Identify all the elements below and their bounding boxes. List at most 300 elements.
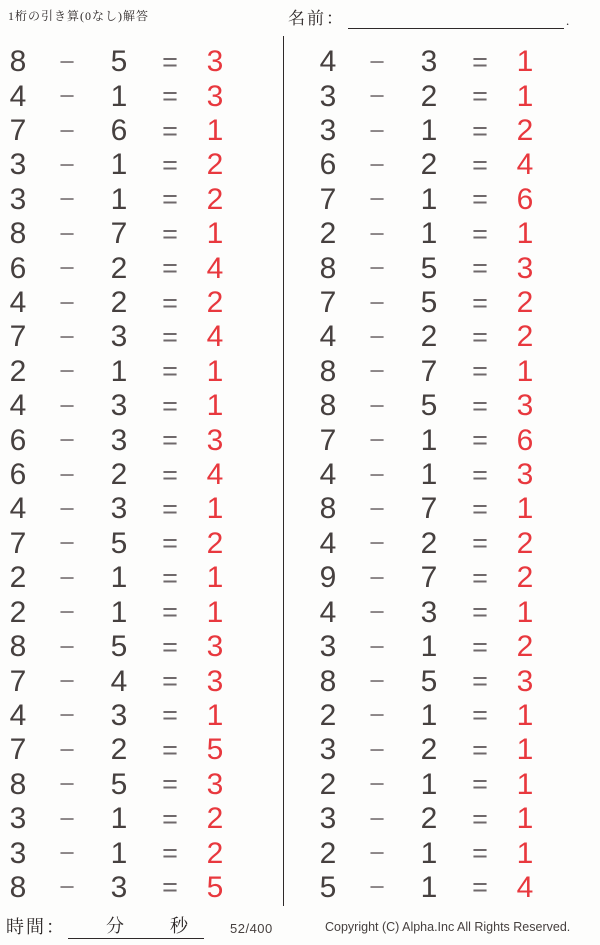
minus-sign: − — [369, 356, 385, 387]
minuend: 2 — [9, 561, 27, 595]
subtrahend: 2 — [110, 286, 128, 320]
minus-sign: − — [59, 425, 75, 456]
minus-sign: − — [369, 562, 385, 593]
minus-sign: − — [369, 390, 385, 421]
subtrahend: 4 — [110, 664, 128, 698]
answer: 1 — [516, 733, 534, 767]
equals-sign: = — [472, 700, 488, 731]
subtrahend: 1 — [110, 802, 128, 836]
minuend: 2 — [319, 767, 337, 801]
answer: 2 — [516, 561, 534, 595]
equals-sign: = — [472, 149, 488, 180]
subtrahend: 1 — [110, 595, 128, 629]
equals-sign: = — [162, 562, 178, 593]
subtrahend: 2 — [110, 458, 128, 492]
problem-row — [310, 836, 540, 870]
minus-sign: − — [59, 528, 75, 559]
minus-sign: − — [59, 81, 75, 112]
subtrahend: 1 — [420, 698, 438, 732]
subtrahend: 1 — [110, 836, 128, 870]
minuend: 7 — [319, 182, 337, 216]
subtrahend: 2 — [420, 320, 438, 354]
subtrahend: 5 — [110, 45, 128, 79]
minuend: 8 — [319, 664, 337, 698]
minuend: 4 — [319, 45, 337, 79]
name-line-period: . — [566, 13, 570, 28]
problem-row — [0, 699, 230, 733]
problems-column-left — [0, 45, 230, 905]
subtrahend: 3 — [110, 423, 128, 457]
minus-sign: − — [369, 287, 385, 318]
answer: 1 — [516, 217, 534, 251]
equals-sign: = — [162, 356, 178, 387]
answer: 2 — [516, 320, 534, 354]
subtrahend: 7 — [110, 217, 128, 251]
equals-sign: = — [472, 803, 488, 834]
problem-row — [310, 527, 540, 561]
minus-sign: − — [59, 115, 75, 146]
problem-row — [310, 389, 540, 423]
problem-row — [0, 79, 230, 113]
minus-sign: − — [369, 734, 385, 765]
name-field — [288, 4, 569, 29]
equals-sign: = — [472, 769, 488, 800]
equals-sign: = — [472, 493, 488, 524]
problem-row — [310, 148, 540, 182]
minus-sign: − — [369, 184, 385, 215]
problem-row — [0, 561, 230, 595]
minus-sign: − — [59, 631, 75, 662]
answer: 1 — [516, 492, 534, 526]
problem-row — [310, 458, 540, 492]
answer: 2 — [206, 802, 224, 836]
equals-sign: = — [472, 459, 488, 490]
problem-row — [0, 389, 230, 423]
equals-sign: = — [472, 734, 488, 765]
equals-sign: = — [162, 115, 178, 146]
subtrahend: 1 — [420, 114, 438, 148]
answer: 3 — [516, 389, 534, 423]
problem-row — [0, 355, 230, 389]
problem-row — [0, 802, 230, 836]
minuend: 5 — [319, 870, 337, 904]
problem-row — [0, 733, 230, 767]
problem-row — [0, 527, 230, 561]
minuend: 6 — [9, 251, 27, 285]
equals-sign: = — [162, 253, 178, 284]
time-input-line — [68, 914, 204, 939]
minuend: 8 — [9, 45, 27, 79]
equals-sign: = — [472, 838, 488, 869]
equals-sign: = — [162, 46, 178, 77]
problem-row — [0, 871, 230, 905]
problem-row — [0, 458, 230, 492]
subtrahend: 5 — [110, 767, 128, 801]
minuend: 4 — [319, 320, 337, 354]
equals-sign: = — [162, 666, 178, 697]
answer: 1 — [516, 767, 534, 801]
answer: 2 — [516, 286, 534, 320]
minus-sign: − — [59, 769, 75, 800]
subtrahend: 1 — [420, 767, 438, 801]
answer: 3 — [206, 45, 224, 79]
answer: 1 — [206, 698, 224, 732]
answer: 3 — [206, 630, 224, 664]
answer: 3 — [206, 79, 224, 113]
subtrahend: 5 — [110, 630, 128, 664]
time-label: 時間： — [6, 917, 66, 937]
equals-sign: = — [162, 838, 178, 869]
minuend: 4 — [9, 698, 27, 732]
problem-row — [0, 286, 230, 320]
equals-sign: = — [162, 287, 178, 318]
minuend: 8 — [9, 870, 27, 904]
problem-row — [0, 768, 230, 802]
minuend: 2 — [319, 836, 337, 870]
minus-sign: − — [59, 356, 75, 387]
subtrahend: 2 — [110, 733, 128, 767]
subtrahend: 1 — [420, 217, 438, 251]
minuend: 8 — [9, 217, 27, 251]
equals-sign: = — [472, 253, 488, 284]
problem-row — [0, 492, 230, 526]
minus-sign: − — [369, 872, 385, 903]
minuend: 3 — [9, 802, 27, 836]
minuend: 7 — [9, 733, 27, 767]
problem-row — [310, 45, 540, 79]
page-title: 1桁の引き算(0なし)解答 — [8, 9, 149, 23]
minuend: 8 — [319, 492, 337, 526]
problem-row — [310, 286, 540, 320]
minuend: 8 — [319, 251, 337, 285]
answer: 6 — [516, 423, 534, 457]
minuend: 2 — [319, 217, 337, 251]
problem-row — [310, 664, 540, 698]
minuend: 3 — [9, 148, 27, 182]
problem-row — [0, 114, 230, 148]
answer: 3 — [206, 664, 224, 698]
minuend: 3 — [319, 630, 337, 664]
minuend: 3 — [319, 114, 337, 148]
minus-sign: − — [59, 872, 75, 903]
problem-row — [310, 114, 540, 148]
minuend: 7 — [319, 286, 337, 320]
answer: 4 — [206, 458, 224, 492]
time-field — [6, 913, 204, 939]
minuend: 4 — [9, 79, 27, 113]
minus-sign: − — [59, 597, 75, 628]
equals-sign: = — [472, 46, 488, 77]
minus-sign: − — [369, 597, 385, 628]
answer: 2 — [516, 526, 534, 560]
answer: 4 — [206, 251, 224, 285]
answer: 1 — [206, 492, 224, 526]
problems-column-right — [310, 45, 540, 905]
column-divider — [283, 36, 284, 906]
minus-sign: − — [59, 459, 75, 490]
equals-sign: = — [472, 597, 488, 628]
equals-sign: = — [162, 769, 178, 800]
problem-row — [0, 320, 230, 354]
problem-row — [0, 836, 230, 870]
problem-row — [310, 699, 540, 733]
equals-sign: = — [162, 597, 178, 628]
answer: 1 — [516, 79, 534, 113]
problem-row — [0, 664, 230, 698]
problem-row — [310, 183, 540, 217]
minuend: 7 — [9, 114, 27, 148]
subtrahend: 3 — [420, 595, 438, 629]
equals-sign: = — [472, 528, 488, 559]
minuend: 6 — [9, 458, 27, 492]
problem-row — [310, 355, 540, 389]
equals-sign: = — [162, 734, 178, 765]
minus-sign: − — [59, 46, 75, 77]
equals-sign: = — [162, 184, 178, 215]
subtrahend: 5 — [420, 286, 438, 320]
problem-row — [0, 45, 230, 79]
minus-sign: − — [369, 115, 385, 146]
answer: 1 — [206, 354, 224, 388]
subtrahend: 2 — [110, 251, 128, 285]
answer: 2 — [516, 630, 534, 664]
minuend: 3 — [319, 802, 337, 836]
subtrahend: 2 — [420, 802, 438, 836]
problem-row — [310, 596, 540, 630]
problem-row — [310, 802, 540, 836]
minus-sign: − — [369, 149, 385, 180]
minus-sign: − — [369, 700, 385, 731]
subtrahend: 3 — [420, 45, 438, 79]
minus-sign: − — [369, 81, 385, 112]
minus-sign: − — [59, 218, 75, 249]
minuend: 3 — [319, 79, 337, 113]
equals-sign: = — [162, 803, 178, 834]
subtrahend: 1 — [420, 423, 438, 457]
answer: 1 — [206, 389, 224, 423]
answer: 1 — [516, 836, 534, 870]
minus-sign: − — [59, 734, 75, 765]
answer: 4 — [516, 148, 534, 182]
minus-sign: − — [59, 666, 75, 697]
equals-sign: = — [162, 493, 178, 524]
answer: 4 — [206, 320, 224, 354]
copyright-notice: Copyright (C) Alpha.Inc All Rights Reserved. — [325, 920, 571, 934]
problem-row — [310, 320, 540, 354]
subtrahend: 7 — [420, 354, 438, 388]
subtrahend: 2 — [420, 148, 438, 182]
equals-sign: = — [472, 356, 488, 387]
answer: 3 — [516, 664, 534, 698]
minuend: 2 — [9, 354, 27, 388]
minuend: 6 — [9, 423, 27, 457]
subtrahend: 2 — [420, 79, 438, 113]
minuend: 7 — [9, 526, 27, 560]
answer: 1 — [206, 217, 224, 251]
problem-row — [0, 251, 230, 285]
subtrahend: 5 — [110, 526, 128, 560]
minus-sign: − — [369, 528, 385, 559]
minus-sign: − — [369, 46, 385, 77]
answer: 4 — [516, 870, 534, 904]
minus-sign: − — [59, 287, 75, 318]
subtrahend: 3 — [110, 870, 128, 904]
minuend: 4 — [319, 526, 337, 560]
minuend: 6 — [319, 148, 337, 182]
answer: 1 — [516, 698, 534, 732]
minus-sign: − — [369, 769, 385, 800]
equals-sign: = — [162, 631, 178, 662]
subtrahend: 7 — [420, 492, 438, 526]
equals-sign: = — [162, 81, 178, 112]
answer: 2 — [206, 148, 224, 182]
problem-row — [310, 423, 540, 457]
subtrahend: 7 — [420, 561, 438, 595]
answer: 3 — [516, 458, 534, 492]
page-indicator: 52/400 — [230, 921, 273, 936]
answer: 5 — [206, 870, 224, 904]
problem-row — [310, 733, 540, 767]
equals-sign: = — [162, 700, 178, 731]
subtrahend: 1 — [420, 458, 438, 492]
answer: 1 — [206, 114, 224, 148]
answer: 3 — [206, 423, 224, 457]
minuend: 9 — [319, 561, 337, 595]
minuend: 4 — [9, 389, 27, 423]
equals-sign: = — [472, 81, 488, 112]
minus-sign: − — [369, 253, 385, 284]
minuend: 3 — [9, 182, 27, 216]
problem-row — [310, 630, 540, 664]
minuend: 2 — [9, 595, 27, 629]
minus-sign: − — [369, 459, 385, 490]
answer: 3 — [206, 767, 224, 801]
subtrahend: 1 — [110, 148, 128, 182]
minus-sign: − — [59, 321, 75, 352]
minuend: 4 — [319, 458, 337, 492]
answer: 1 — [206, 595, 224, 629]
equals-sign: = — [472, 218, 488, 249]
problem-row — [310, 492, 540, 526]
minus-sign: − — [369, 218, 385, 249]
subtrahend: 5 — [420, 251, 438, 285]
minus-sign: − — [59, 838, 75, 869]
equals-sign: = — [162, 459, 178, 490]
equals-sign: = — [162, 390, 178, 421]
subtrahend: 1 — [110, 182, 128, 216]
subtrahend: 5 — [420, 664, 438, 698]
minuend: 7 — [9, 664, 27, 698]
minus-sign: − — [59, 390, 75, 421]
minuend: 4 — [9, 286, 27, 320]
minuend: 4 — [9, 492, 27, 526]
minuend: 7 — [9, 320, 27, 354]
subtrahend: 5 — [420, 389, 438, 423]
equals-sign: = — [472, 666, 488, 697]
subtrahend: 6 — [110, 114, 128, 148]
answer: 5 — [206, 733, 224, 767]
equals-sign: = — [162, 149, 178, 180]
equals-sign: = — [472, 631, 488, 662]
answer: 2 — [206, 286, 224, 320]
answer: 2 — [206, 836, 224, 870]
subtrahend: 1 — [420, 870, 438, 904]
equals-sign: = — [472, 872, 488, 903]
answer: 1 — [516, 45, 534, 79]
minus-sign: − — [59, 803, 75, 834]
problem-row — [310, 217, 540, 251]
equals-sign: = — [162, 425, 178, 456]
minus-sign: − — [369, 803, 385, 834]
subtrahend: 1 — [110, 354, 128, 388]
answer: 1 — [516, 802, 534, 836]
answer: 2 — [206, 526, 224, 560]
problem-row — [310, 79, 540, 113]
subtrahend: 1 — [110, 561, 128, 595]
equals-sign: = — [162, 872, 178, 903]
minus-sign: − — [59, 700, 75, 731]
answer: 1 — [516, 595, 534, 629]
minuend: 3 — [319, 733, 337, 767]
minus-sign: − — [369, 321, 385, 352]
minus-sign: − — [369, 631, 385, 662]
subtrahend: 1 — [420, 182, 438, 216]
minus-sign: − — [59, 562, 75, 593]
equals-sign: = — [472, 321, 488, 352]
equals-sign: = — [472, 425, 488, 456]
problem-row — [310, 251, 540, 285]
problem-row — [0, 183, 230, 217]
problem-row — [310, 871, 540, 905]
subtrahend: 3 — [110, 320, 128, 354]
minus-sign: − — [369, 493, 385, 524]
equals-sign: = — [472, 287, 488, 318]
subtrahend: 2 — [420, 733, 438, 767]
subtrahend: 3 — [110, 492, 128, 526]
minus-sign: − — [369, 425, 385, 456]
problem-row — [0, 423, 230, 457]
equals-sign: = — [162, 218, 178, 249]
minuend: 2 — [319, 698, 337, 732]
problem-row — [310, 561, 540, 595]
equals-sign: = — [162, 321, 178, 352]
problem-row — [0, 148, 230, 182]
problem-row — [310, 768, 540, 802]
minuend: 7 — [319, 423, 337, 457]
problem-row — [0, 630, 230, 664]
minus-sign: − — [59, 149, 75, 180]
answer: 2 — [206, 182, 224, 216]
minus-sign: − — [59, 253, 75, 284]
minuend: 4 — [319, 595, 337, 629]
minus-sign: − — [59, 184, 75, 215]
minus-sign: − — [59, 493, 75, 524]
minus-sign: − — [369, 666, 385, 697]
minuend: 8 — [9, 767, 27, 801]
answer: 2 — [516, 114, 534, 148]
answer: 6 — [516, 182, 534, 216]
equals-sign: = — [162, 528, 178, 559]
subtrahend: 3 — [110, 389, 128, 423]
minuend: 8 — [319, 389, 337, 423]
minuend: 8 — [9, 630, 27, 664]
problem-row — [0, 217, 230, 251]
subtrahend: 1 — [110, 79, 128, 113]
minutes-label: 分 — [106, 916, 124, 936]
minuend: 3 — [9, 836, 27, 870]
equals-sign: = — [472, 184, 488, 215]
name-input-line — [348, 8, 564, 29]
